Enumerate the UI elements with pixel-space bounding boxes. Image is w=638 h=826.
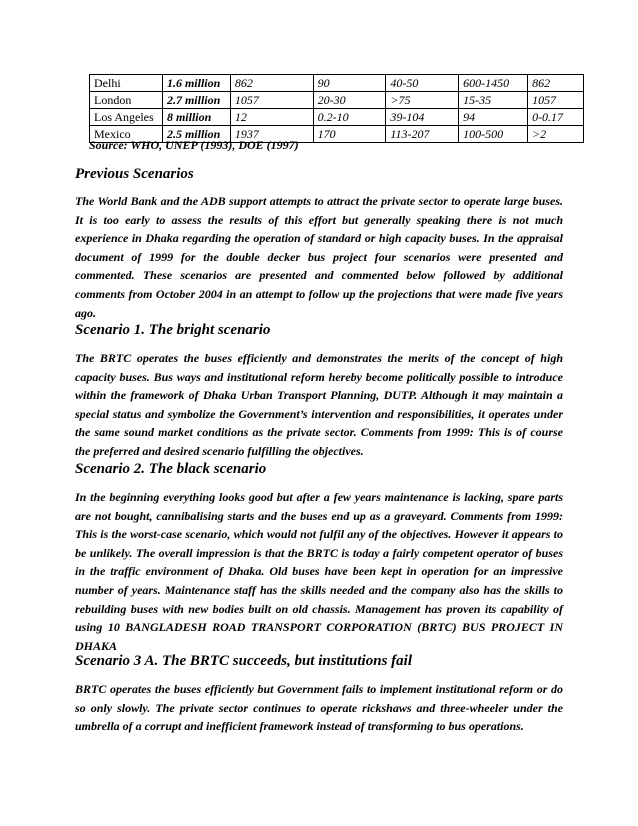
table-cell: 39-104 — [386, 109, 459, 126]
table-cell: 0-0.17 — [528, 109, 584, 126]
table-cell: 90 — [313, 75, 386, 92]
section-paragraph: The BRTC operates the buses efficiently and demonstrates the merits of the concept of high capacity buses. Bus ways and institutional reform hereby become politically possible to introduce within the framework of Dhaka Urban Transport Planning, DUTP. Although it may maintain a special status and symbolize the Government’s intervention and responsibilities, it operates under the same sound market conditions as the private sector. Comments from 1999: This is of course the preferred and desired scenario fulfilling the objectives. — [75, 351, 563, 458]
table-cell: 0.2-10 — [313, 109, 386, 126]
table-row — [90, 92, 584, 109]
table-cell: Delhi — [90, 75, 163, 92]
table-cell: 1937 — [230, 126, 313, 143]
section-heading: Scenario 2. The black scenario — [75, 461, 267, 477]
table-cell: 40-50 — [386, 75, 459, 92]
section-heading: Scenario 3 A. The BRTC succeeds, but institutions fail — [75, 653, 412, 669]
table-cell: 862 — [230, 75, 313, 92]
table-cell: London — [90, 92, 163, 109]
table-cell: 12 — [230, 109, 313, 126]
table-cell: 100-500 — [459, 126, 528, 143]
table-cell: 113-207 — [386, 126, 459, 143]
table-source-note: Source: WHO, UNEP (1993), DOE (1997) — [89, 138, 299, 152]
table-row — [90, 109, 584, 126]
table-cell: 862 — [528, 75, 584, 92]
table-cell: 94 — [459, 109, 528, 126]
section-paragraph: The World Bank and the ADB support attempts to attract the private sector to operate large buses. It is too early to assess the results of this effort but generally speaking there is not much experience in Dhaka regarding the operation of standard or high capacity buses. In the appraisal document of 1999 for the double decker bus project four scenarios were presented and commented. These scenarios are presented and commented below followed by additional comments from October 2004 in an attempt to follow up the projections that were made five years ago. — [75, 194, 563, 320]
section-heading: Scenario 1. The bright scenario — [75, 322, 271, 338]
table-cell: 2.7 million — [162, 92, 230, 109]
section-paragraph: In the beginning everything looks good but after a few years maintenance is lacking, spare parts are not bought, cannibalising starts and the buses end up as a graveyard. Comments from 1999: This is the worst-case scenario, which would not fulfil any of the objectives. However it appears to be unlikely. The overall impression is that the BRTC is today a fairly competent operator of buses in the traffic environment of Dhaka. Old buses have been kept in operation for an impressive number of years. Maintenance staff has the skills needed and the company also has the skills to rebuilding buses with new bodies built on old chassis. Management has proven its capability of using 10 BANGLADESH ROAD TRANSPORT CORPORATION (BRTC) BUS PROJECT IN DHAKA — [75, 490, 563, 653]
table-cell: 15-35 — [459, 92, 528, 109]
table-cell: Mexico — [90, 126, 163, 143]
section-heading: Previous Scenarios — [75, 166, 194, 182]
table-cell: 2.5 million — [162, 126, 230, 143]
table-cell: 20-30 — [313, 92, 386, 109]
section-paragraph: BRTC operates the buses efficiently but Government fails to implement institutional reform or do so only slowly. The private sector continues to operate rickshaws and three-wheeler under the umbrella of a corrupt and inefficient framework instead of transforming to bus operations. — [75, 682, 563, 734]
table-cell: 170 — [313, 126, 386, 143]
table-cell: Los Angeles — [90, 109, 163, 126]
table-cell: 1057 — [230, 92, 313, 109]
table-cell: 8 million — [162, 109, 230, 126]
table-cell: 600-1450 — [459, 75, 528, 92]
table-row — [90, 75, 584, 92]
table-cell: 1.6 million — [162, 75, 230, 92]
table-cell: >2 — [528, 126, 584, 143]
pollution-table — [89, 74, 584, 143]
table-cell: 1057 — [528, 92, 584, 109]
table-cell: >75 — [386, 92, 459, 109]
